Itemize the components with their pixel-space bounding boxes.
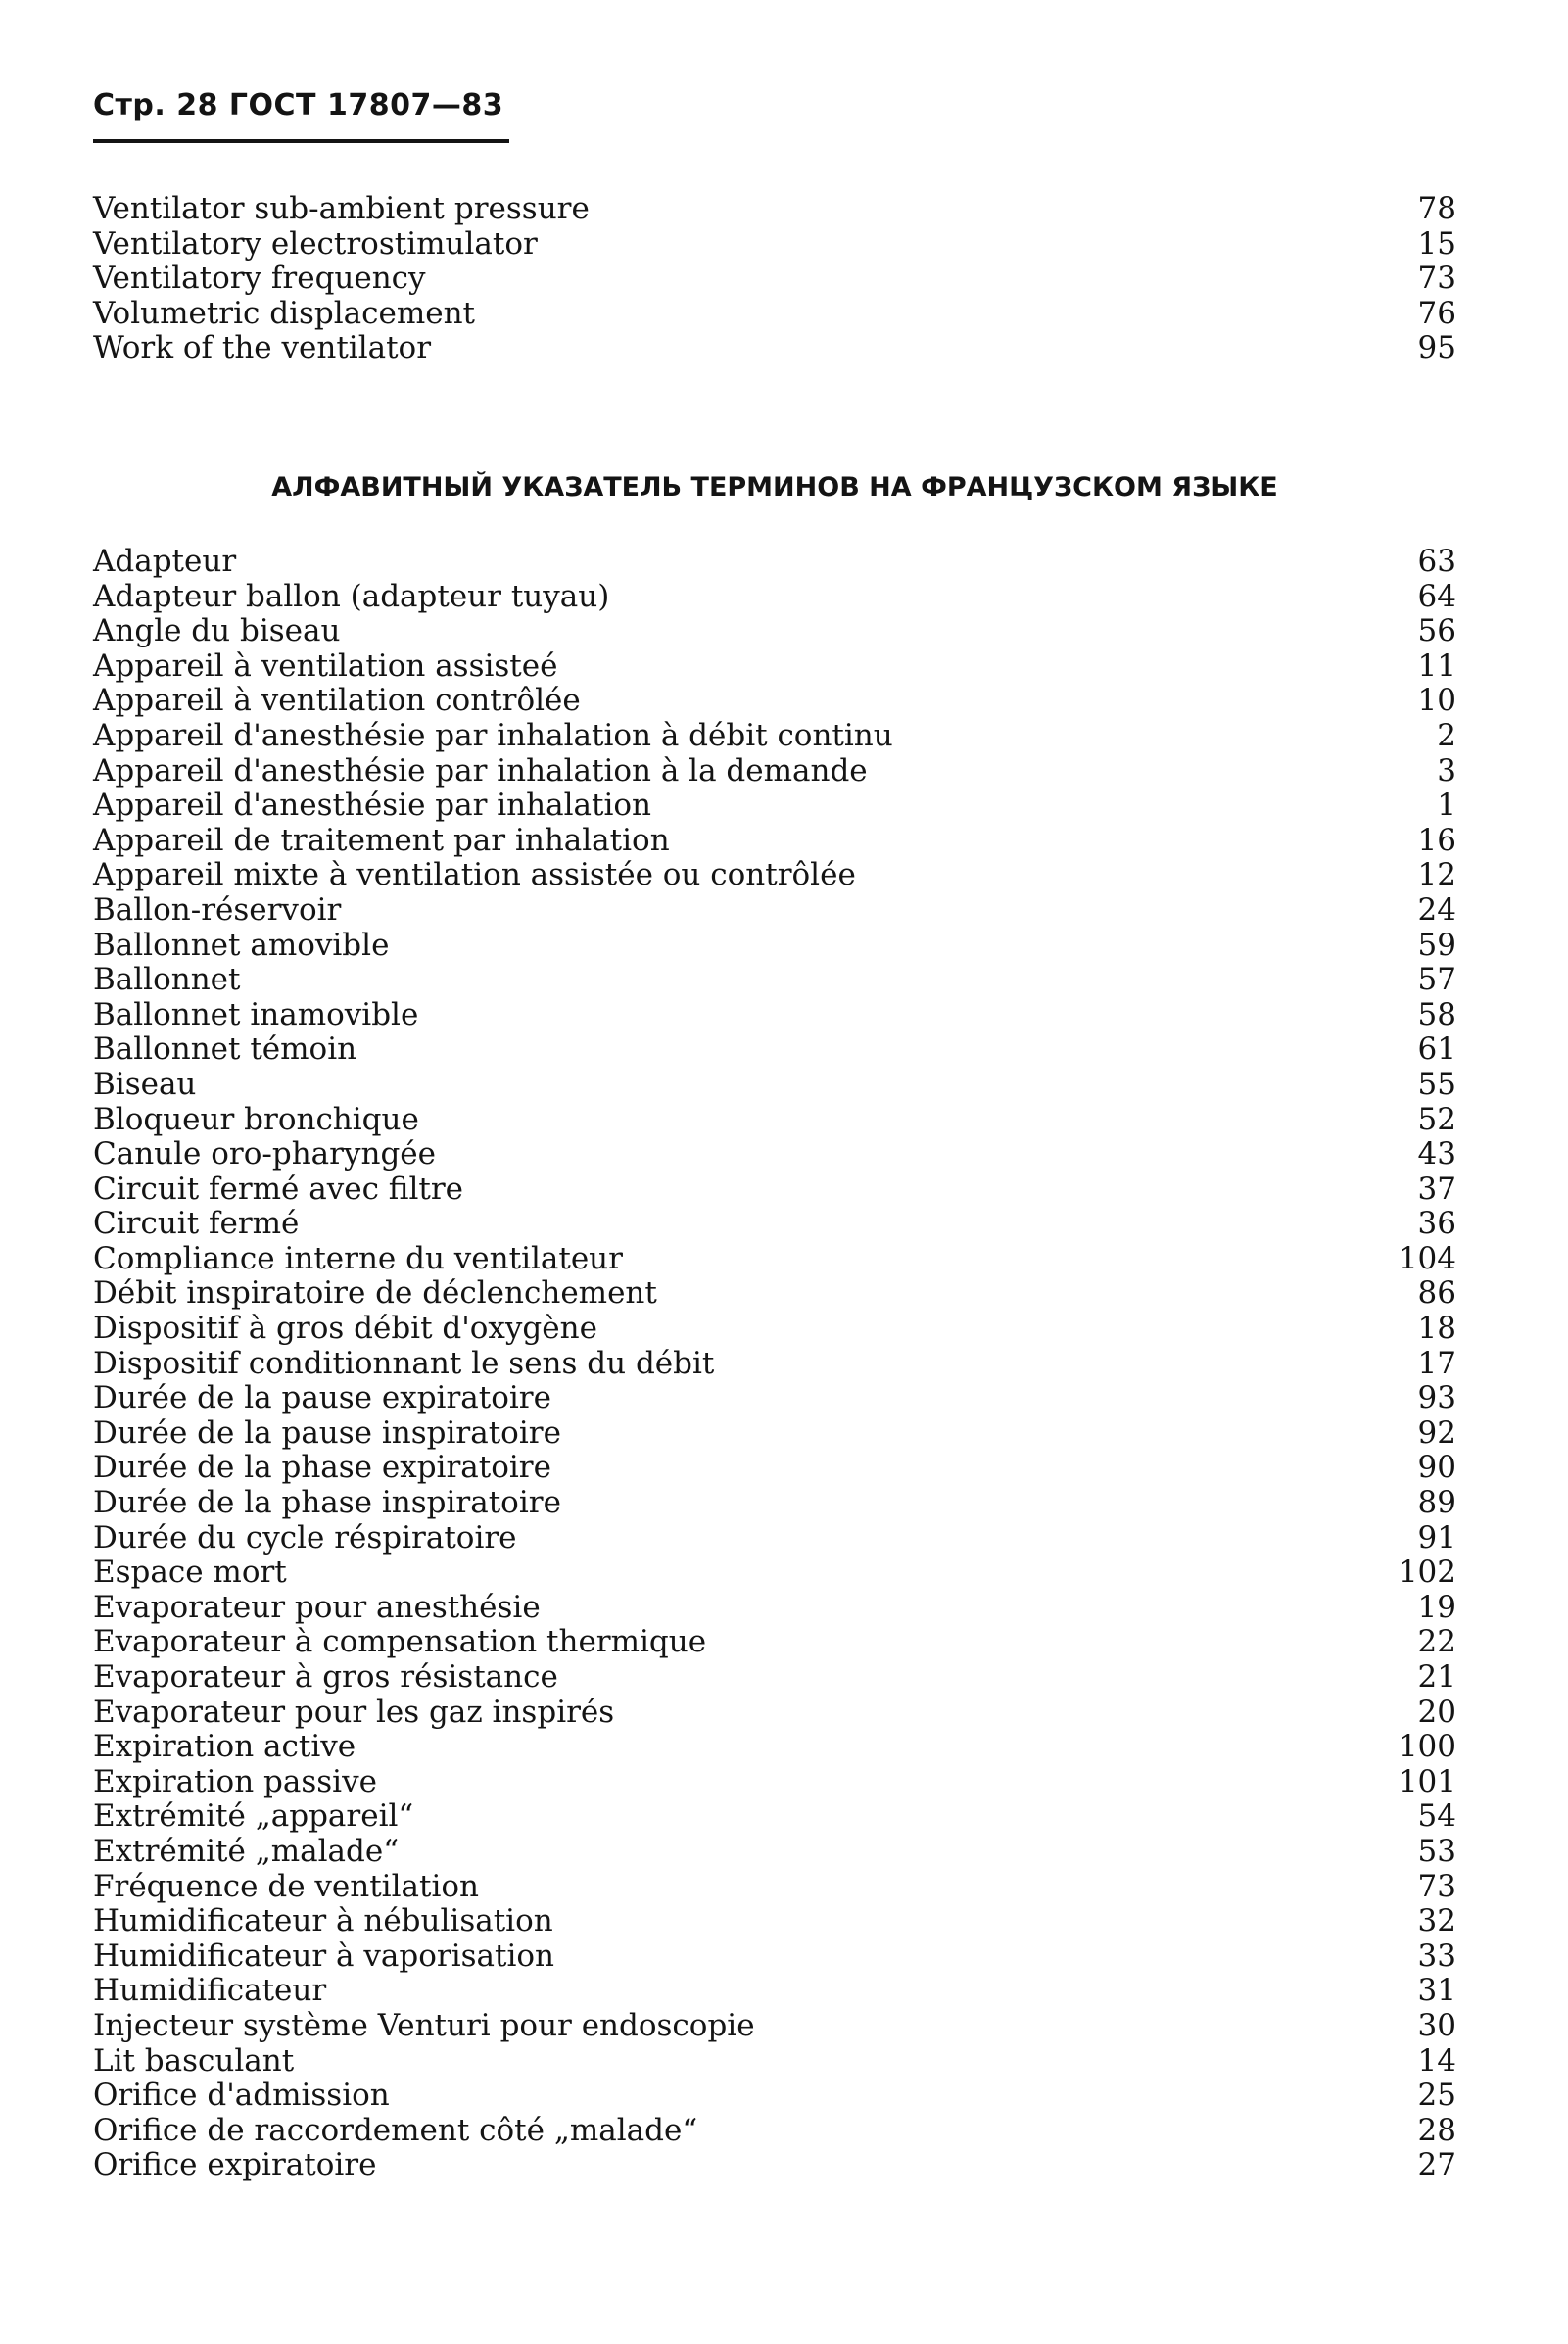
index-term: Expiration active (93, 1729, 356, 1765)
page-header: Стр. 28 ГОСТ 17807—83 (93, 88, 504, 122)
index-entry (93, 1799, 1456, 1835)
index-term-number: 32 (1417, 1903, 1456, 1939)
index-term: Adapteur (93, 544, 237, 579)
index-entry (93, 998, 1456, 1033)
index-entry (93, 331, 1456, 366)
index-entry (93, 754, 1456, 789)
index-term-number: 101 (1398, 1763, 1456, 1799)
index-term-number: 104 (1398, 1240, 1456, 1276)
index-term-number: 18 (1417, 1311, 1456, 1347)
index-term: Appareil mixte à ventilation assistée ou contrôlée (93, 857, 856, 893)
index-entry (93, 1416, 1456, 1452)
index-term: Dispositif conditionnant le sens du débit (93, 1345, 715, 1381)
index-entry (93, 1172, 1456, 1208)
index-term: Appareil d'anesthésie par inhalation à débit continu (93, 717, 893, 753)
index-term-number: 57 (1417, 962, 1456, 998)
index-entry (93, 893, 1456, 929)
index-term-number: 11 (1417, 647, 1456, 684)
index-term-number: 89 (1417, 1485, 1456, 1521)
index-term: Extrémité „malade“ (93, 1833, 400, 1869)
index-term: Ballonnet témoin (93, 1031, 357, 1068)
index-term-number: 86 (1417, 1275, 1456, 1312)
index-term-number: 2 (1437, 717, 1456, 753)
index-entry (93, 684, 1456, 719)
index-entry (93, 1486, 1456, 1521)
index-term-number: 56 (1417, 613, 1456, 649)
index-term: Volumetric displacement (93, 295, 476, 331)
index-term: Circuit fermé (93, 1206, 300, 1242)
index-term: Ballon-réservoir (93, 891, 342, 928)
french-index-list (93, 545, 1456, 2183)
index-term-number: 30 (1417, 2007, 1456, 2043)
index-term: Ventilatory frequency (93, 261, 426, 297)
index-entry (93, 1974, 1456, 2009)
index-entry (93, 192, 1456, 227)
index-term: Circuit fermé avec filtre (93, 1171, 464, 1207)
index-term-number: 53 (1417, 1833, 1456, 1869)
index-term-number: 54 (1417, 1798, 1456, 1835)
index-term-number: 21 (1417, 1659, 1456, 1695)
index-entry (93, 262, 1456, 297)
index-term: Biseau (93, 1066, 197, 1102)
index-term: Bloqueur bronchique (93, 1101, 419, 1137)
index-term-number: 33 (1417, 1937, 1456, 1974)
index-term: Ballonnet amovible (93, 927, 390, 963)
index-term-number: 43 (1417, 1136, 1456, 1172)
index-term-number: 102 (1398, 1555, 1456, 1591)
index-entry (93, 580, 1456, 615)
index-term-number: 64 (1417, 578, 1456, 614)
index-term-number: 12 (1417, 857, 1456, 893)
index-term-number: 17 (1417, 1345, 1456, 1381)
index-term-number: 14 (1417, 2042, 1456, 2079)
index-term: Humidificateur (93, 1973, 327, 2009)
index-term: Débit inspiratoire de déclenchement (93, 1275, 657, 1312)
index-term: Appareil d'anesthésie par inhalation à la demande (93, 752, 868, 789)
index-term-number: 52 (1417, 1101, 1456, 1137)
index-entry (93, 789, 1456, 824)
index-term: Evaporateur pour anesthésie (93, 1589, 541, 1625)
header-rule (93, 139, 509, 143)
index-term: Ballonnet inamovible (93, 996, 419, 1032)
index-term: Durée de la pause inspiratoire (93, 1414, 561, 1451)
index-entry (93, 1347, 1456, 1382)
index-term-number: 20 (1417, 1694, 1456, 1730)
index-term: Lit basculant (93, 2042, 295, 2079)
index-term: Angle du biseau (93, 613, 341, 649)
index-term-number: 31 (1417, 1973, 1456, 2009)
index-term: Injecteur système Venturi pour endoscopie (93, 2007, 755, 2043)
index-entry (93, 1765, 1456, 1800)
index-term: Orifice expiratoire (93, 2147, 377, 2183)
index-entry (93, 1870, 1456, 1905)
index-entry (93, 1276, 1456, 1312)
index-term: Durée de la phase expiratoire (93, 1450, 551, 1486)
index-term-number: 24 (1417, 891, 1456, 928)
index-entry (93, 719, 1456, 754)
index-term-number: 37 (1417, 1171, 1456, 1207)
index-term-number: 73 (1417, 261, 1456, 297)
index-term: Appareil d'anesthésie par inhalation (93, 788, 651, 824)
index-entry (93, 1103, 1456, 1138)
index-term: Appareil à ventilation contrôlée (93, 683, 581, 719)
index-term: Humidificateur à nébulisation (93, 1903, 553, 1939)
french-index-title: АЛФАВИТНЫЙ УКАЗАТЕЛЬ ТЕРМИНОВ НА ФРАНЦУЗСКОМ ЯЗЫКЕ (271, 472, 1278, 502)
index-entry (93, 649, 1456, 685)
index-entry (93, 297, 1456, 332)
index-term-number: 25 (1417, 2078, 1456, 2114)
index-entry (93, 1591, 1456, 1626)
index-entry (93, 1207, 1456, 1242)
index-entry (93, 2114, 1456, 2149)
index-term: Ventilatory electrostimulator (93, 225, 538, 262)
index-term-number: 78 (1417, 191, 1456, 226)
index-term-number: 22 (1417, 1624, 1456, 1660)
index-entry (93, 1451, 1456, 1486)
index-entry (93, 1521, 1456, 1556)
index-term-number: 93 (1417, 1380, 1456, 1416)
index-term-number: 59 (1417, 927, 1456, 963)
index-term: Evaporateur pour les gaz inspirés (93, 1694, 615, 1730)
index-term: Orifice d'admission (93, 2078, 390, 2114)
index-term-number: 92 (1417, 1414, 1456, 1451)
index-term-number: 55 (1417, 1066, 1456, 1102)
index-term: Canule oro-pharyngée (93, 1136, 436, 1172)
index-entry (93, 1625, 1456, 1660)
index-entry (93, 1939, 1456, 1975)
index-term: Appareil à ventilation assisteé (93, 647, 558, 684)
index-term: Expiration passive (93, 1763, 377, 1799)
index-term: Durée de la phase inspiratoire (93, 1485, 561, 1521)
index-term-number: 100 (1398, 1729, 1456, 1765)
index-term: Dispositif à gros débit d'oxygène (93, 1311, 597, 1347)
index-entry (93, 2148, 1456, 2183)
index-term-number: 58 (1417, 996, 1456, 1032)
index-term: Ballonnet (93, 962, 241, 998)
index-entry (93, 1312, 1456, 1347)
index-entry (93, 1032, 1456, 1068)
index-entry (93, 1137, 1456, 1172)
index-entry (93, 1696, 1456, 1731)
index-term: Appareil de traitement par inhalation (93, 822, 670, 858)
index-term-number: 90 (1417, 1450, 1456, 1486)
index-entry (93, 614, 1456, 649)
index-entry (93, 1068, 1456, 1103)
index-entry (93, 824, 1456, 859)
index-term: Espace mort (93, 1555, 287, 1591)
index-entry (93, 1555, 1456, 1591)
index-term-number: 91 (1417, 1519, 1456, 1555)
index-term-number: 15 (1417, 225, 1456, 262)
index-entry (93, 545, 1456, 580)
index-term: Adapteur ballon (adapteur tuyau) (93, 578, 610, 614)
index-entry (93, 1730, 1456, 1765)
index-entry (93, 858, 1456, 893)
index-term-number: 61 (1417, 1031, 1456, 1068)
index-term-number: 27 (1417, 2147, 1456, 2183)
index-entry (93, 1381, 1456, 1416)
index-term: Durée de la pause expiratoire (93, 1380, 551, 1416)
index-term: Compliance interne du ventilateur (93, 1240, 623, 1276)
index-term: Humidificateur à vaporisation (93, 1937, 554, 1974)
index-entry (93, 2079, 1456, 2114)
index-term-number: 76 (1417, 295, 1456, 331)
index-term: Fréquence de ventilation (93, 1868, 479, 1904)
index-term-number: 16 (1417, 822, 1456, 858)
index-term: Evaporateur à compensation thermique (93, 1624, 707, 1660)
index-entry (93, 2044, 1456, 2080)
index-term: Extrémité „appareil“ (93, 1798, 414, 1835)
index-term-number: 36 (1417, 1206, 1456, 1242)
index-entry (93, 929, 1456, 964)
index-term-number: 10 (1417, 683, 1456, 719)
index-entry (93, 1904, 1456, 1939)
english-index-tail (93, 192, 1456, 366)
index-term-number: 63 (1417, 544, 1456, 579)
index-entry (93, 2009, 1456, 2044)
index-entry (93, 1242, 1456, 1277)
index-term-number: 1 (1437, 788, 1456, 824)
index-entry (93, 1660, 1456, 1696)
index-term-number: 95 (1417, 330, 1456, 366)
index-term-number: 28 (1417, 2112, 1456, 2148)
index-term: Durée du cycle réspiratoire (93, 1519, 517, 1555)
index-term: Orifice de raccordement côté „malade“ (93, 2112, 698, 2148)
index-entry (93, 963, 1456, 998)
index-term-number: 73 (1417, 1868, 1456, 1904)
index-entry (93, 227, 1456, 263)
index-term: Ventilator sub-ambient pressure (93, 191, 590, 226)
index-term: Evaporateur à gros résistance (93, 1659, 558, 1695)
index-entry (93, 1835, 1456, 1870)
index-term-number: 19 (1417, 1589, 1456, 1625)
index-term-number: 3 (1437, 752, 1456, 789)
index-term: Work of the ventilator (93, 330, 432, 366)
